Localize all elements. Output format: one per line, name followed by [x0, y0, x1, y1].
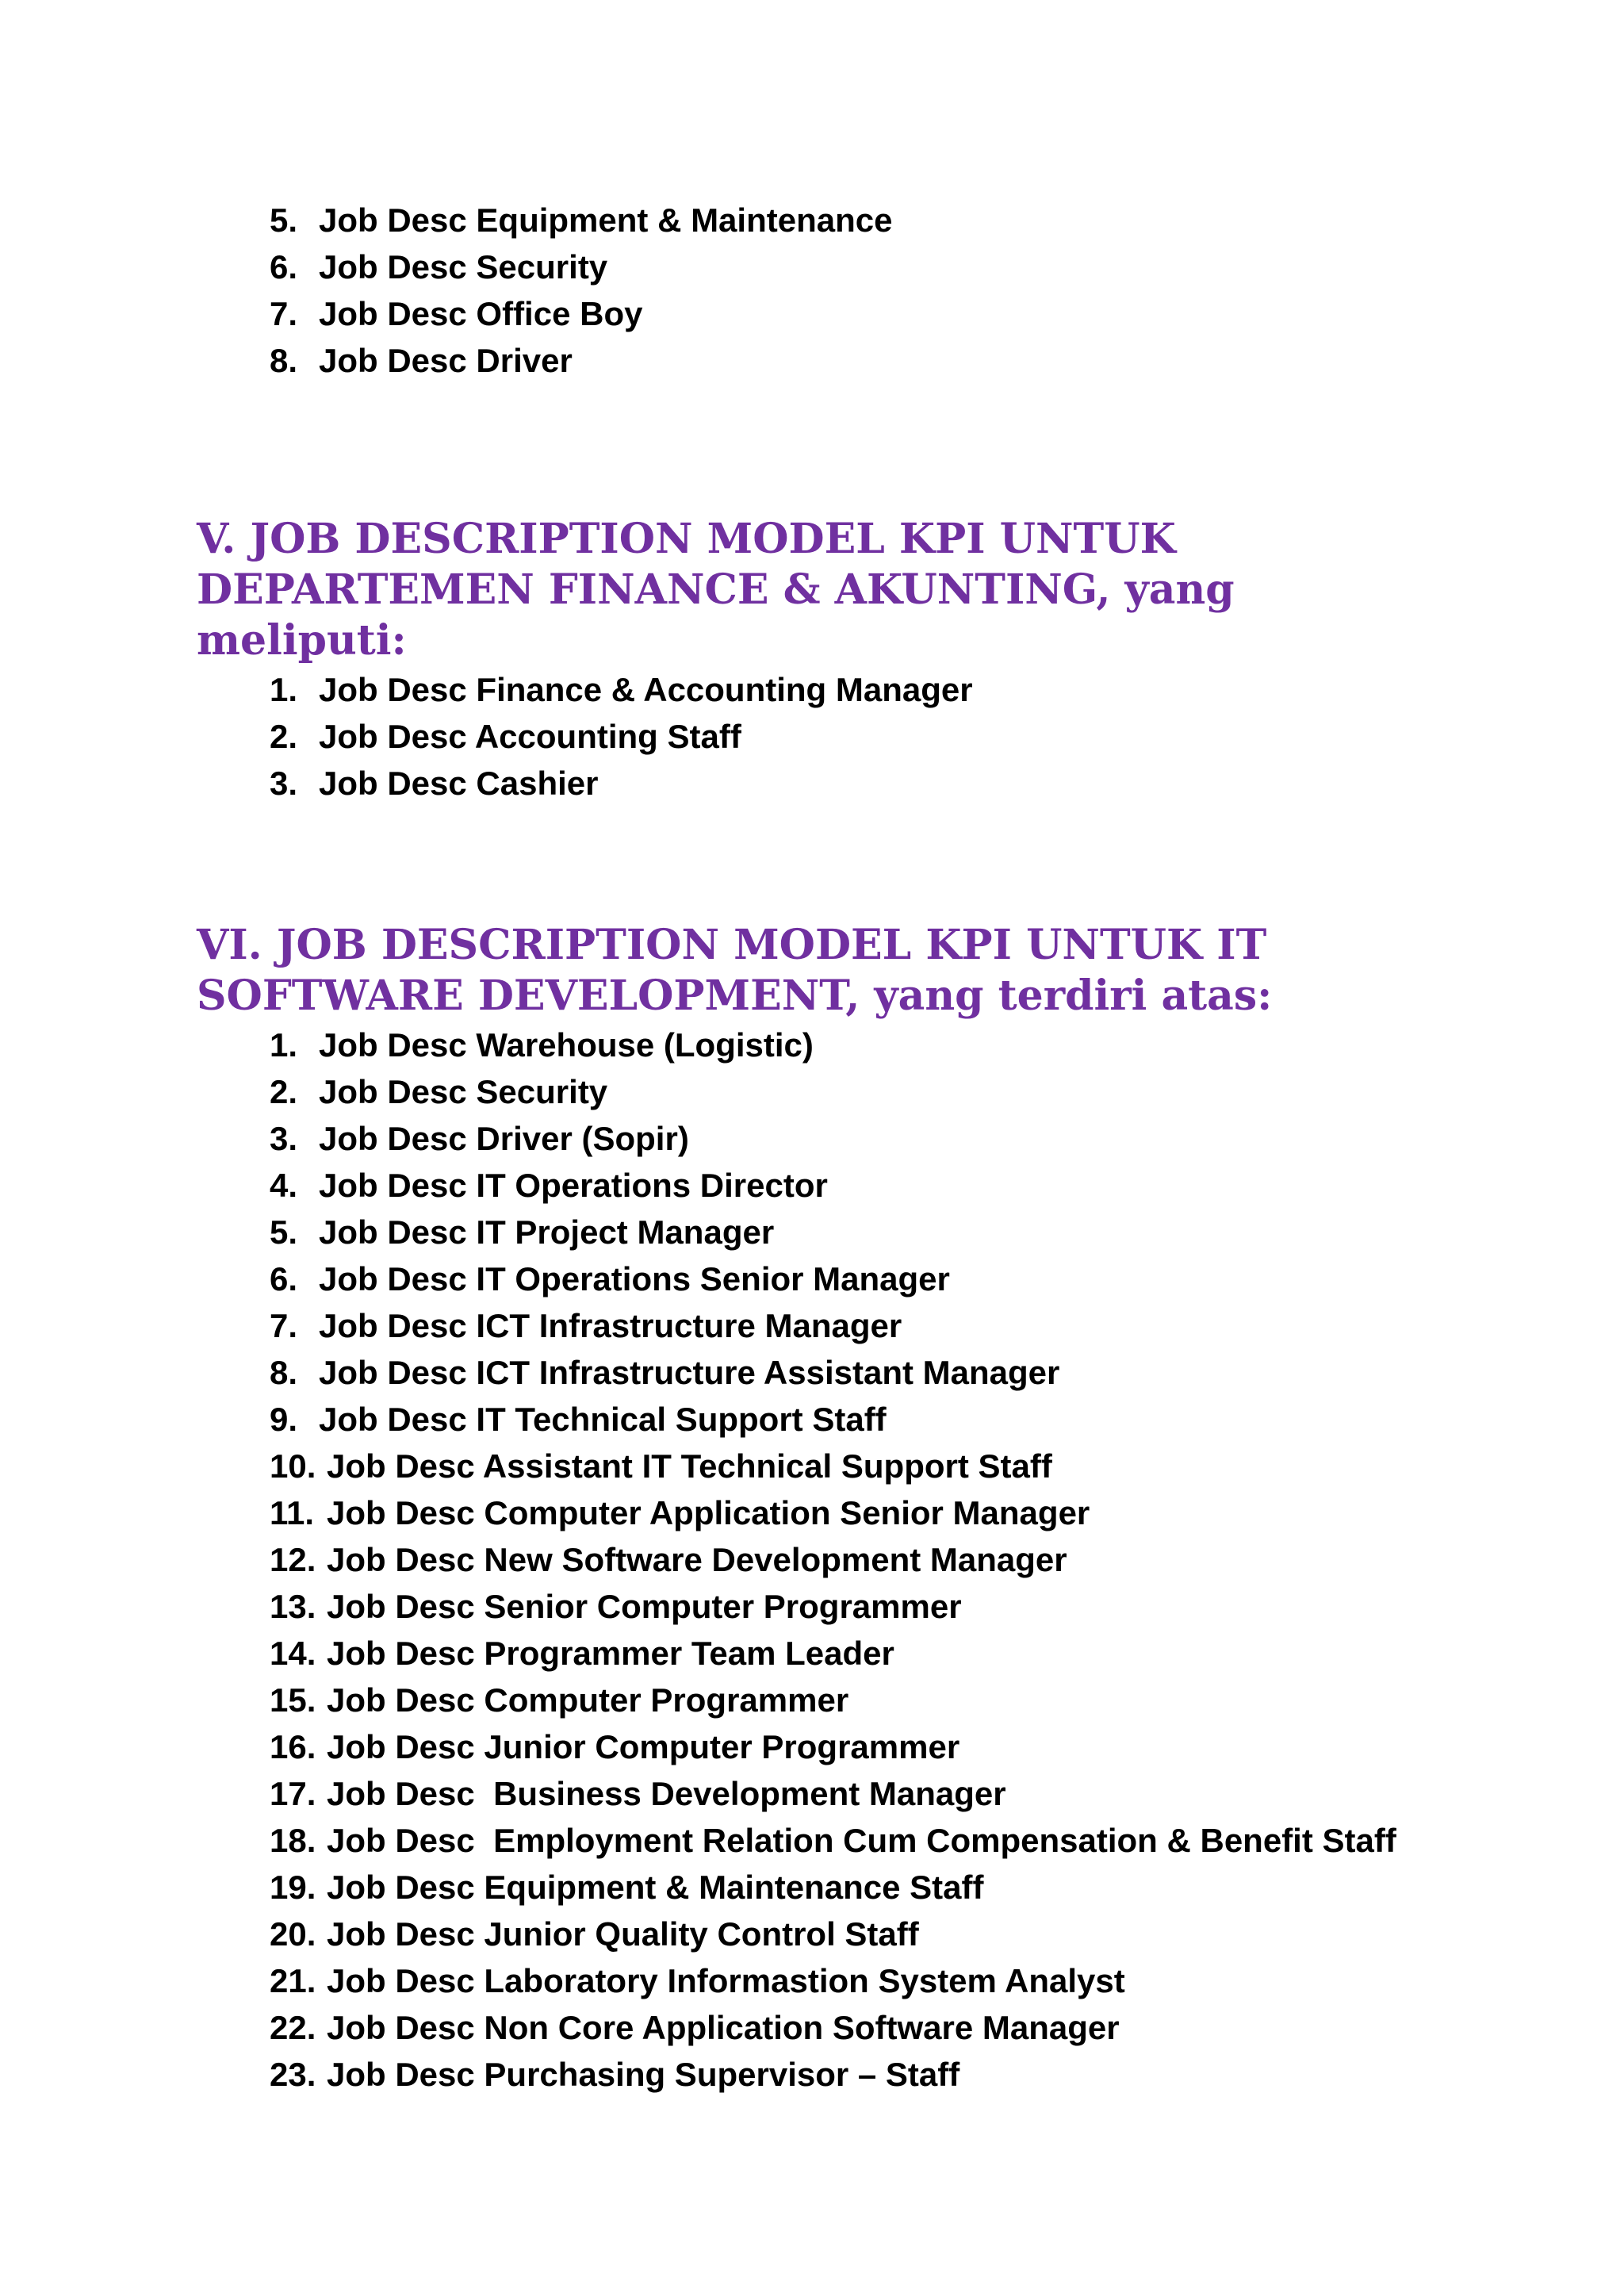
section-vi-list — [270, 1022, 1396, 2098]
list-item — [270, 713, 973, 760]
heading-line: DEPARTEMEN FINANCE & AKUNTING, yang — [197, 565, 1235, 614]
list-item — [270, 1209, 1396, 1255]
job-list-continued — [270, 197, 892, 384]
list-item — [270, 243, 892, 290]
item-number: 19. — [270, 1869, 316, 1906]
list-item — [270, 1068, 1396, 1115]
list-item — [270, 1630, 1396, 1677]
list-item — [270, 1443, 1396, 1489]
item-text: Job Desc Finance & Accounting Manager — [319, 671, 973, 708]
item-text: Job Desc Junior Computer Programmer — [327, 1728, 960, 1765]
item-number: 8. — [270, 342, 298, 379]
list-item — [270, 1255, 1396, 1302]
section-v-heading — [197, 514, 1235, 666]
item-number: 14. — [270, 1635, 316, 1672]
item-number: 9. — [270, 1401, 298, 1438]
heading-line: meliputi: — [197, 616, 407, 665]
list-item — [270, 2051, 1396, 2098]
item-number: 5. — [270, 201, 298, 239]
item-text: Job Desc Accounting Staff — [319, 718, 741, 755]
list-item — [270, 1770, 1396, 1817]
item-number: 4. — [270, 1167, 298, 1204]
item-number: 2. — [270, 718, 298, 755]
list-item — [270, 1115, 1396, 1162]
list-item — [270, 666, 973, 713]
section-v-list — [270, 666, 973, 807]
item-number: 3. — [270, 1120, 298, 1157]
item-text: Job Desc Warehouse (Logistic) — [319, 1026, 814, 1064]
item-number: 20. — [270, 1915, 316, 1953]
list-item — [270, 1957, 1396, 2004]
section-vi-heading — [197, 920, 1272, 1022]
item-text: Job Desc Purchasing Supervisor – Staff — [327, 2056, 960, 2093]
item-text: Job Desc Laboratory Informastion System Analyst — [327, 1962, 1125, 1999]
list-item — [270, 1349, 1396, 1396]
heading-line: SOFTWARE DEVELOPMENT, yang terdiri atas: — [197, 972, 1273, 1020]
item-text: Job Desc Driver — [319, 342, 573, 379]
item-number: 15. — [270, 1681, 316, 1719]
item-text: Job Desc IT Operations Director — [319, 1167, 828, 1204]
list-item — [270, 760, 973, 807]
item-number: 7. — [270, 1307, 298, 1344]
list-item — [270, 337, 892, 384]
list-item — [270, 1489, 1396, 1536]
item-text: Job Desc Security — [319, 248, 608, 286]
item-text: Job Desc ICT Infrastructure Manager — [319, 1307, 902, 1344]
item-number: 22. — [270, 2009, 316, 2046]
item-text: Job Desc Computer Programmer — [327, 1681, 849, 1719]
list-item — [270, 1817, 1396, 1864]
item-text: Job Desc IT Operations Senior Manager — [319, 1260, 950, 1297]
item-number: 10. — [270, 1447, 316, 1485]
item-number: 7. — [270, 295, 298, 332]
item-number: 18. — [270, 1822, 316, 1859]
item-text: Job Desc Senior Computer Programmer — [327, 1588, 962, 1625]
list-item — [270, 1396, 1396, 1443]
list-item — [270, 2004, 1396, 2051]
item-text: Job Desc Programmer Team Leader — [327, 1635, 894, 1672]
list-item — [270, 1677, 1396, 1723]
item-number: 1. — [270, 671, 298, 708]
list-item — [270, 197, 892, 243]
item-number: 23. — [270, 2056, 316, 2093]
item-text: Job Desc Security — [319, 1073, 608, 1110]
item-number: 1. — [270, 1026, 298, 1064]
item-number: 5. — [270, 1213, 298, 1251]
heading-line: V. JOB DESCRIPTION MODEL KPI UNTUK — [197, 515, 1176, 563]
list-item — [270, 1162, 1396, 1209]
item-number: 12. — [270, 1541, 316, 1578]
item-number: 3. — [270, 765, 298, 802]
item-text: Job Desc New Software Development Manager — [327, 1541, 1067, 1578]
item-number: 21. — [270, 1962, 316, 1999]
item-text: Job Desc Business Development Manager — [327, 1775, 1006, 1812]
item-text: Job Desc Assistant IT Technical Support Staff — [327, 1447, 1052, 1485]
item-text: Job Desc Employment Relation Cum Compensation & Benefit Staff — [327, 1822, 1396, 1859]
item-text: Job Desc Equipment & Maintenance — [319, 201, 893, 239]
item-number: 8. — [270, 1354, 298, 1391]
item-number: 17. — [270, 1775, 316, 1812]
item-text: Job Desc ICT Infrastructure Assistant Manager — [319, 1354, 1060, 1391]
item-text: Job Desc Cashier — [319, 765, 599, 802]
item-number: 2. — [270, 1073, 298, 1110]
item-text: Job Desc Office Boy — [319, 295, 643, 332]
item-number: 16. — [270, 1728, 316, 1765]
item-text: Job Desc Computer Application Senior Manager — [327, 1494, 1090, 1531]
list-item — [270, 1911, 1396, 1957]
item-text: Job Desc Equipment & Maintenance Staff — [327, 1869, 984, 1906]
item-number: 11. — [270, 1494, 315, 1531]
item-text: Job Desc Junior Quality Control Staff — [327, 1915, 919, 1953]
list-item — [270, 1536, 1396, 1583]
item-number: 6. — [270, 1260, 298, 1297]
item-text: Job Desc IT Technical Support Staff — [319, 1401, 887, 1438]
list-item — [270, 1583, 1396, 1630]
list-item — [270, 1864, 1396, 1911]
item-number: 6. — [270, 248, 298, 286]
item-text: Job Desc Non Core Application Software Manager — [327, 2009, 1120, 2046]
list-item — [270, 1022, 1396, 1068]
item-text: Job Desc IT Project Manager — [319, 1213, 775, 1251]
item-number: 13. — [270, 1588, 316, 1625]
list-item — [270, 290, 892, 337]
item-text: Job Desc Driver (Sopir) — [319, 1120, 689, 1157]
list-item — [270, 1723, 1396, 1770]
heading-line: VI. JOB DESCRIPTION MODEL KPI UNTUK IT — [197, 921, 1267, 969]
list-item — [270, 1302, 1396, 1349]
